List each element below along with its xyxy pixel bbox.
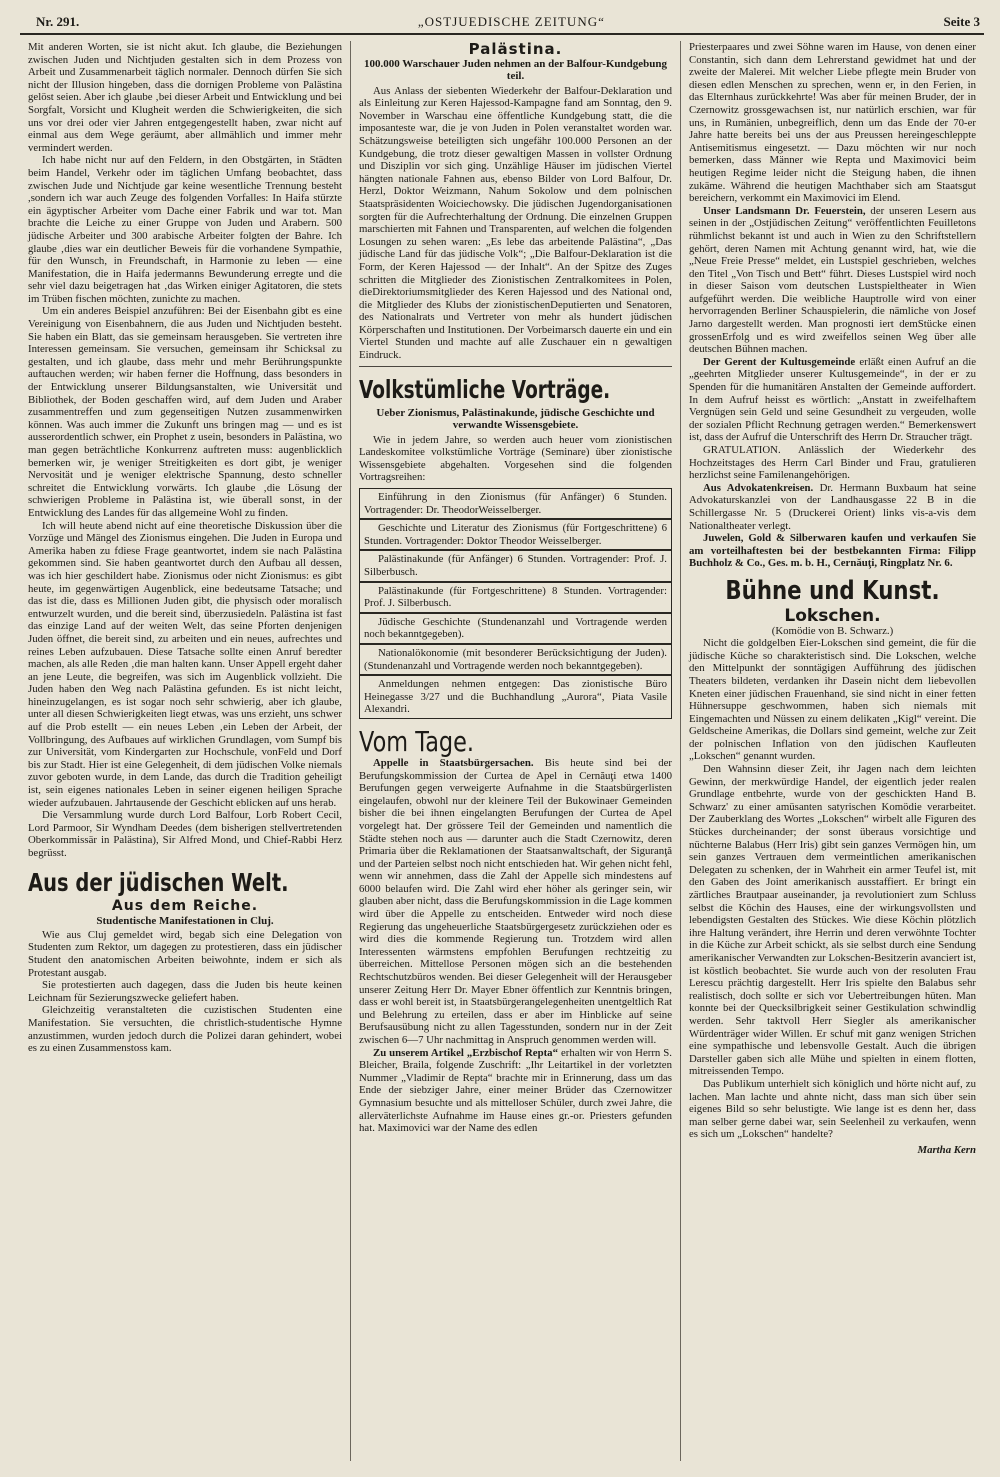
article-text: Dr. Hermann Buxbaum hat seine Advokaturskanzlei von der Landhausgasse 22 B in die Schillergasse Nr. 5 (Druckerei Orient) links vis-a-vis dem Nationaltheater verlegt. <box>689 481 977 532</box>
article-title: Studentische Manifestationen in Cluj. <box>96 915 274 928</box>
lecture-item: Palästinakunde (für Anfänger) 6 Stunden. Vortragender: Prof. J. Silberbusch. <box>359 550 672 581</box>
article-lead: Der Gerent der Kultusgemeinde <box>703 355 856 368</box>
column-2 <box>350 41 680 1461</box>
article-title: Lokschen. <box>784 605 881 626</box>
article-lead: Appelle in Staatsbürgersachen. <box>373 756 534 769</box>
paragraph: Sie protestierten auch dagegen, dass die Juden bis heute keinen Leichnam für Sezierungszwecke geliefert haben. <box>28 979 342 1004</box>
section-heading: Bühne und Kunst. <box>725 575 940 606</box>
lecture-item: Nationalökonomie (mit besonderer Berücksichtigung der Juden). (Stundenanzahl und Vortragende werden noch bekanntgegeben). <box>359 644 672 675</box>
section-heading: Aus der jüdischen Welt. <box>28 867 289 897</box>
article-lead: Aus Advokatenkreisen. <box>703 481 814 494</box>
paragraph: Gleichzeitig veranstalteten die cuzistischen Studenten eine Manifestation. Sie versuchten, die christlich-studentische Hymne anzustimmen, wurden jedoch durch die Polizei daran gehindert, wobei es zu einen Zusammenstoss kam. <box>28 1004 342 1055</box>
section-subheading: Aus dem Reiche. <box>111 897 259 914</box>
lecture-item: Einführung in den Zionismus (für Anfänger) 6 Stunden. Vortragender: Dr. TheodorWeisselberger. <box>359 488 672 519</box>
paragraph: Mit anderen Worten, sie ist nicht akut. Ich glaube, die Beziehungen zwischen Juden und Nichtjuden gestalten sich in dem Prozess von Arbeit und Zusammenarbeit täglich normaler. Dennoch dürfen Sie sich nicht der Illusion hingeben, dass die dornigen Probleme von Palästina gelöst seien. Aber ich glaube ‚bei dieser Arbeit und Entwicklung und bei Sorgfalt, Vorsicht und Klugheit werden die Schwierigkeiten, die sich uns vor drei oder vier Jahren entgegengestellt haben, zwar nicht auf einmal aus dem Wege geräumt, aber allmählich und immer mehr vermindert werden. <box>28 41 342 154</box>
columns <box>20 41 984 1461</box>
paragraph: Nicht die goldgelben Eier-Lokschen sind gemeint, die für die jüdische Küche so charakteristisch sind. Die Lokschen, welche den Mittelpunkt der sonntägigen Aufführung des jüdischen Theaters bildeten, verdanken ihr Dasein nicht dem liebevollen Kneten einer jüdischen Frauenhand, sie sind nicht in einer fetten Hühnersuppe geschwommen, haben sich niemals mit Eingemachten und Nüssen zu einem delikaten „Kigl“ vereint. Die Geldscheine Amerikas, die Dollars sind gemeint, welche zur Zeit der polnischen Inflation von den jüdischen Kaufleuten „Lokschen“ genannt wurden. <box>689 637 976 763</box>
paragraph: Das Publikum unterhielt sich königlich und hörte nicht auf, zu lachen. Man lachte und ahnte nicht, dass man sich über sein eigenes Bild so sehr belustigte. Wie lange ist es denn her, dass man selber gerne dabei war, sein Seelenheil zu verkaufen, wenn es sich um „Lokschen“ handelte? <box>689 1077 976 1141</box>
author-signature: Martha Kern <box>917 1143 976 1156</box>
lecture-item: Palästinakunde (für Fortgeschrittene) 8 Stunden. Vortragender: Prof. J. Silberbusch. <box>359 582 672 613</box>
paragraph: Den Wahnsinn dieser Zeit, ihr Jagen nach dem leichten Gewinn, der merkwürdige Handel, der eigentlich jeder realen Grundlage entbehrte, wurde von der geschickten Hand B. Schwarz' zu einer amüsanten satyrischen Komödie verarbeitet. Der Zauberklang des Wortes „Lokschen“ wirbelt alle Figuren des Stückes durcheinander; der sonst überaus vorsichtige und nüchterne Balabus (Herr Iris) gibt sein ganzes Vermögen hin, um sein ganzes Vertrauen dem vermeintlichen amerikanischen Delegaten zu schenken, der in Wahrheit ein armer Teufel ist, mit den Gaben des Joint amerikanisch ausstaffiert. Er bringt ein zärtliches Brautpaar auseinander, ja revolutioniert zum Schluss selbst die Köchin des Hauses, eine der wirkungsvollsten und lebendigsten Gestalten des Stückes. Wie diese Köchin plötzlich ihre Haltung verändert, ihre Herrin und deren verwöhnte Tochter in die Küche zur Arbeit schickt, als sie selbst durch eine Sendung amerikanischer Verwandten zur Lokschen-Besitzerin avanciert ist, ist köstlich beobachtet. Sie wurde auch von der resoluten Frau Lerescu prächtig dargestellt. Herr Iris spielte den Balabus sehr realistisch, doch sollte er sich vor Uebertreibungen hüten. Man konnte bei der Quecksilbrigkeit seiner Gestikulation schwindlig werden. Sehr taktvoll Herr Siegler als amerikanischer Würdenträger wider Willen. Er schuf mit ganz wenigen Strichen eine sympathische und lebensvolle Gestalt. Auch die übrigen Darsteller gaben sich alle Mühe und spielten in einem flotten, mitreissenden Tempo. <box>689 763 976 1078</box>
section-heading: Vom Tage. <box>359 724 475 758</box>
column-3 <box>680 41 984 1461</box>
article-subtitle: 100.000 Warschauer Juden nehmen an der Balfour-Kundgebung teil. <box>363 57 668 83</box>
lecture-list <box>359 488 672 719</box>
article-lead: Unser Landsmann Dr. Feuerstein, <box>703 204 866 217</box>
issue-number: Nr. 291. <box>36 14 80 29</box>
paragraph: Ich habe nicht nur auf den Feldern, in den Obstgärten, in Städten beim Handel, Verkehr oder im täglichen Umfang beobachtet, dass zwischen Jude und Nichtjude gar keine wesentliche Trennung besteht ,sondern ich war auch Zeuge des folgenden Vorfalles: In Haifa stürzte ein ägyptischer Arbeiter vom Dache einer Fabrik und war tot. Man brachte die Leiche zu einer Gruppe von Juden und Arabern. 500 jüdische Arbeiter und 300 arabische Arbeiter folgten der Bahre. Ich glaube ‚dies war ein deutlicher Beweis für die vorhandene Sympathie, für den Wunsch, in Freundschaft, in Harmonie zu leben — eine Manifestation, die in Haifa jedermanns Bewunderung erregte und die sehr viel dazu beigetragen hat ‚das Wirken einiger Agitatoren, die stets im Trüben fischen möchten, zunichte zu machen. <box>28 154 342 305</box>
paragraph: Wie aus Cluj gemeldet wird, begab sich eine Delegation von Studenten zum Rektor, um dagegen zu protestieren, dass ein jüdischer Student den anatomischen Arbeiten beiwohnte, indem er sich als Protestant ausgab. <box>28 928 342 979</box>
article-lead: Zu unserem Artikel „Erzbischof Repta“ <box>373 1046 558 1059</box>
page-number: Seite 3 <box>943 14 980 29</box>
advertisement: Juwelen, Gold & Silberwaren kaufen und verkaufen Sie am vorteilhaftesten bei der bestbekannten Firma: Filipp Buchholz & Co., Ges. m. b. H., Cernăuţi, Ringplatz Nr. 6. <box>689 532 976 570</box>
article-subtitle: Ueber Zionismus, Palästinakunde, jüdische Geschichte und verwandte Wissensgebiete. <box>376 406 655 432</box>
notice: GRATULATION. Anlässlich der Wiederkehr des Hochzeitstages des Herrn Carl Binder und Frau, gratulieren herzlichst seine Familenangehörigen. <box>689 444 976 482</box>
paragraph: Wie in jedem Jahre, so werden auch heuer vom zionistischen Landeskomitee volkstümliche Vorträge (Seminare) über zionistische Wissensgebiete abgehalten. Vorgesehen sind die folgenden Vortragsreihen: <box>359 433 672 484</box>
paragraph: Die Versammlung wurde durch Lord Balfour, Lorb Robert Cecil, Lord Parmoor, Sir Wyndham Deedes (dem bisherigen stellvertretenden Oberkommissär in Palästina), Sir Alfred Mond, und Chief-Rabbi Herz begrüsst. <box>28 809 342 859</box>
lecture-item: Jüdische Geschichte (Stundenanzahl und Vortragende werden noch bekanntgegeben). <box>359 613 672 644</box>
paragraph: Ich will heute abend nicht auf eine theoretische Diskussion über die Vorzüge und Mängel des Zionismus eingehen. Die Juden in Europa und Amerika haben zu fdiese Frage geantwortet, indem sie nach Palästina gekommen sind. Sie haben geantwortet durch den Aufbau all dessen, was ich hier geschildert habe. Zionismus oder nicht Zionismus: es gibt heute, im gegenwärtigen Augenblick, eine bedeutsame Tatsache; und das ist die, dass es Millionen Juden gibt, die physisch oder moralisch entwurzelt wurden, und die bereit sind, überzusiedeln. Palästina ist fast das einzige Land auf der weiten Welt, das seine Pforten denjenigen Juden öffnet, die bereit sind, zu arbeiten und ein neues, aufrechtes und reines Leben aufzubauen. Diese Tatsache sollte einen Anruf beredter machen, als alle Reden ‚die man halten kann. Unser Appell ergeht daher an jene Leute, die begreifen, was sich im Augenblick vollzieht. Die Juden haben den Weg nach Palästina gefunden. Es ist nicht leicht, hineinzugelangen, es ist sogar noch sehr schwierig, aber ich glaube, unter all diesen Schwierigkeiten liegt etwas, was uns erzieht, uns schwer auf die Prob estellt — ein neues Leben ‚ein Leben der Arbeit, der Vollbringung, des Aufbaues auf wirklichen Grundlagen, vom Sumpf bis zur Universität, vom Kindergarten zur Hochschule, vonFeld und Dorf bis zur Stadt. Hier ist eine Gelegenheit, di dem jüdischen Volke niemals zuvor geboten wurde, in dem Lande, das durch die Tradition geheiligt ist, sein eigenes nationales Leben in seiner eigenen heiligen Sprache wieder aufzubauen. Jahrtausende der Geschicht eblicken auf uns herab. <box>28 519 342 809</box>
paragraph: Aus Anlass der siebenten Wiederkehr der Balfour-Deklaration und als Einleitung zur Keren Hajessod-Kampagne fand am Sonntag, den 9. November in Warschau eine öffentliche Kundgebung statt, die die imposanteste war, die je von Juden in Polen veranstaltet worden war. Schätzungsweise beteiligten sich ungefähr 100.000 Personen an der Kundgebung, die trotz dieser gewaltigen Massen in vollster Ordnung und Disziplin vor sich ging. Unzählige Häuser im jüdischen Viertel hängten nationale Fahnen aus, ebenso Bilder von Lord Balfour, Dr. Herzl, Doktor Weizmann, Nahum Sokolow und dem polnischen Staatspräsidenten Woiciechowsky. Die jüdischen Jugendorganisationen sorgten für die Aufrechterhaltung der Ordnung. Die einzelnen Gruppen marschierten mit Fahnen und Transparenten, auf welchen die folgenden Losungen zu sehen waren: „Es lebe das arbeitende Palästina“, „Das jüdische Land für das jüdische Volk“; „Die Balfour-Deklaration ist die Form, der Keren Hajessod — der Inhalt“. An der Spitze des Zuges schritten die Mitglieder des Zionistischen Zentralkomitees in Polen, dieDirektoriumsmitglieder des Keren Hajessod und des National ond, die Mitglieder des Klubs der zionistischenDeputierten und Senatoren, des Nationalrats und Vertreter von mehr als hundert jüdischen Körperschaften und Institutionen. Der Vorbeimarsch dauerte ein und ein Viertel Stunden und machte auf alle Zuschauer ein n gewaltigen Eindruck. <box>359 84 672 362</box>
article-title: Palästina. <box>468 41 563 58</box>
article-text: erhalten wir von Herrn S. Bleicher, Braila, folgende Zuschrift: „Ihr Leitartikel in der vorletzten Nummer „Vladimir de Repta“ brachte mir in Erinnerung, dass um das Ende der siebziger Jahre, einer meiner Brüder das Czernowitzer Gymnasium besuchte und als mittelloser Schüler, durch zwei Jahre, die allerväterlichste Aufnahme im Hause eines gr.-or. Priesters gefunden hat. Maximovici war der Name des edlen <box>359 1046 672 1135</box>
newspaper-title: „OSTJUEDISCHE ZEITUNG“ <box>417 14 605 29</box>
paragraph: Priesterpaares und zwei Söhne waren im Hause, von denen einer Constantin, sich dann dem Lehrerstand gewidmet hat und der zweite der Malerei. Mit welcher Liebe pflegte mein Bruder von diesen edlen Menschen zu sprechen, wenn er, in den Ferien, in das Elternhaus zurückkehrte! Was aber für meinen Bruder, der in Czernowitz grossgewachsen ist, nur natürlich erschien, war für uns, in Rumänien, unbegreiflich, denn um das Ende der 70-er Jahre hatte bereits bei uns der aus Preussen hereingeschleppte Antisemitismus eingesetzt. — Dazu möchten wir nur noch bemerken, dass Männer wie Repta und Maximovici beim heutigen Regime leider nicht die Steigung haben, die ihnen zukäme. Während die heutigen Machthaber sich am Staatsgut bereichern, verkommt ein Maximovici im Elend. <box>689 41 976 205</box>
article-text: erläßt einen Aufruf an die „geehrten Mitglieder unserer Kultusgemeinde“, in der er zu Spenden für die humanitären Anstalten der Gemeinde auffordert. In dem Aufruf heisst es wörtlich: „Anstatt in zweifelhaftem Vergnügen sein Geld und seine Gesundheit zu vergeuden, wolle der sozialen Pflicht Rechnung getragen werden.“ Bemerkenswert ist, dass der Aufruf die Unterschrift des Herrn Dr. Straucher trägt. <box>689 355 976 444</box>
section-heading: Volkstümliche Vorträge. <box>359 374 611 404</box>
divider <box>359 366 672 367</box>
column-1 <box>20 41 350 1461</box>
page-header <box>20 14 984 35</box>
article-subtitle: (Komödie von B. Schwarz.) <box>771 624 894 637</box>
lecture-item: Geschichte und Literatur des Zionismus (für Fortgeschrittene) 6 Stunden. Vortragender: Doktor Theodor Weisselberger. <box>359 519 672 550</box>
lecture-item: Anmeldungen nehmen entgegen: Das zionistische Büro Heinegasse 3/27 und die Buchhandlung „Aurora“, Piata Vasile Alexandri. <box>359 675 672 719</box>
article-text: Bis heute sind bei der Berufungskommission der Curtea de Apel in Cernăuţi etwa 1400 Berufungen gegen verweigerte Aufnahme in die Staatsbürgerlisten eingelaufen, obwohl nur der kleinere Teil der Bukowinaer Gemeinden bisher die bei ihnen eingelangten Berufungen der Curtea de Apel vorgelegt hat. Der grössere Teil der Gemeinden und namentlich die Städte stehen noch aus — darunter auch die Stadt Czernowitz, deren Primaria über die Reklamationen der Staatsanwaltschaft, der Siguranţă und der Parteien selbst noch nicht entschieden hat. Wir gehen nicht fehl, wenn wir annehmen, dass die Zahl der Appelle sich mindestens auf 6000 belaufen wird. Die Zahl wird eher höher als geringer sein, wir glauben aber nicht, dass die Berufungskommission in die Lage kommen wird über die Appelle zu entscheiden. Entweder wird noch diese Regierung das ungeheuerliche Staatsbürgergesetz zurückziehen oder es wird dies die kommende Regierung tun. Trotzdem wird allen Interessenten wärmstens empfohlen Berufungen rechtzeitig zu überreichen. Mittellose Personen mögen sich an die bestehenden Rechtschutzbüros wenden. Bei dieser Gelegenheit will der Herausgeber unserer Zeitung Herr Dr. Mayer Ebner öffentlich zur Kenntnis bringen, dass er wohl bereit ist, in Staatsbürgerangelegenheiten unentgeltlich Rat und Belehrung zu erteilen, dass er aber im Hinblicke auf seine Berufsausübung nicht zu allen Tagesstunden, sondern nur in der Zeit zwischen 6—7 Uhr nachmittag in Anspruch genommen werden will. <box>359 756 672 1046</box>
article-text: der unseren Lesern aus seinen in der „Ostjüdischen Zeitung“ veröffentlichten Feuilletons rühmlichst bekannt ist und auch in Wien zu den Schriftstellern gehört, deren Namen mit Achtung genannt wird, hat, wie die „Neue Freie Presse“ meldet, ein Lustspiel geschrieben, welches den Titel „Von Tisch und Bett“ führt. Dieses Lustspiel wird noch in dieser Saison vom deutschen Lustspieltheater in Wien aufgeführt werden. Die weibliche Hauptrolle wird von einer hervorragenden Berliner Schauspielerin, die nämliche von Josef Jarno dargestellt werden. Man prognosti iert demStücke einen grossenErfolg und es wird zweifellos seinen Weg über alle deutschen Bühnen machen. <box>689 204 976 356</box>
paragraph: Um ein anderes Beispiel anzuführen: Bei der Eisenbahn gibt es eine Vereinigung von Eisenbahnern, die aus Juden und Nichtjuden besteht. Sie haben ein Blatt, das sie gemeinsam herausgeben. Sie vertreten ihre Interessen gemeinsam. Sie versuchen, gemeinsam ihr Schicksal zu gestalten, und ich glaube, dass mehr und mehr Berührungspunkte auftauchen werden; wir haben ferner die Hoffnung, dass besonders in der Entwicklung unserer Bildungsanstalten, wie Universität und Bibliothek, der Boden geschaffen wird, auf dem Juden und Araber zusammentreffen und zum gegenseitigen Nutzen zusammenwirken können. Was auch immer die Zukunft uns bringen mag — und es ist ausserordentlich schwer, ein Prophet z usein, besonders in Palästina, wo man gegen beträchtliche Konkurrenz auftreten muss: augenblicklich bemerken wir, je weniger Streitigkeiten es dort gibt, je weniger Nervosität und je weniger elektrische Spannung, desto schneller schreitet die Entwicklung vorwärts. Ich glaube ‚die Lösung der schwierigen Probleme in Palästina ist, wie überall sonst, in der Entwicklung des Landes für das allgemeine Wohl zu finden. <box>28 305 342 519</box>
